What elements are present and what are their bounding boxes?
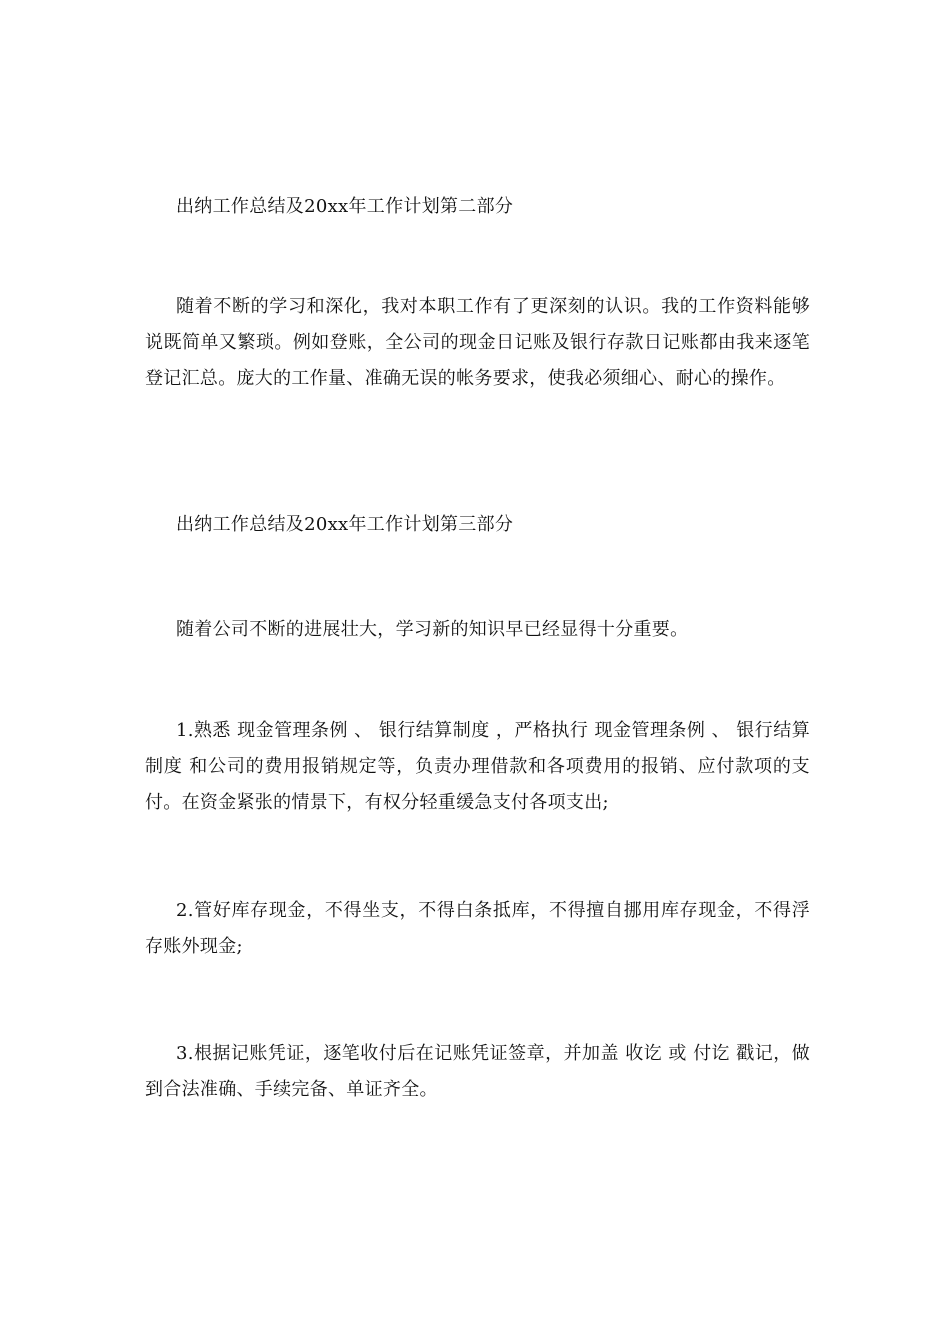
- list-item: [145, 1036, 810, 1108]
- list-item-text: 2.管好库存现金，不得坐支，不得白条抵库，不得擅自挪用库存现金，不得浮存账外现金;: [145, 900, 810, 957]
- list-item-text: 1.熟悉 现金管理条例 、 银行结算制度 ，严格执行 现金管理条例 、 银行结算制度 和公司的费用报销规定等，负责办理借款和各项费用的报销、应付款项的支付。在资金紧张的情景下，有权分轻重缓急支付各项支出;: [145, 720, 810, 813]
- section-3-title-text: 出纳工作总结及20xx年工作计划第三部分: [176, 514, 514, 535]
- section-2-paragraph-text: 随着不断的学习和深化，我对本职工作有了更深刻的认识。我的工作资料能够说既简单又繁琐。例如登账，全公司的现金日记账及银行存款日记账都由我来逐笔登记汇总。庞大的工作量、准确无误的帐务要求，使我必须细心、耐心的操作。: [145, 296, 810, 389]
- list-item: [145, 893, 810, 965]
- section-3-intro: [145, 612, 810, 648]
- section-2-title: [145, 189, 810, 225]
- list-item: [145, 713, 810, 821]
- section-3-intro-text: 随着公司不断的进展壮大，学习新的知识早已经显得十分重要。: [176, 619, 689, 640]
- section-2-title-text: 出纳工作总结及20xx年工作计划第二部分: [176, 196, 514, 217]
- section-3-title: [145, 507, 810, 543]
- section-2-paragraph: [145, 289, 810, 397]
- list-item-text: 3.根据记账凭证，逐笔收付后在记账凭证签章，并加盖 收讫 或 付讫 戳记，做到合法准确、手续完备、单证齐全。: [145, 1043, 810, 1100]
